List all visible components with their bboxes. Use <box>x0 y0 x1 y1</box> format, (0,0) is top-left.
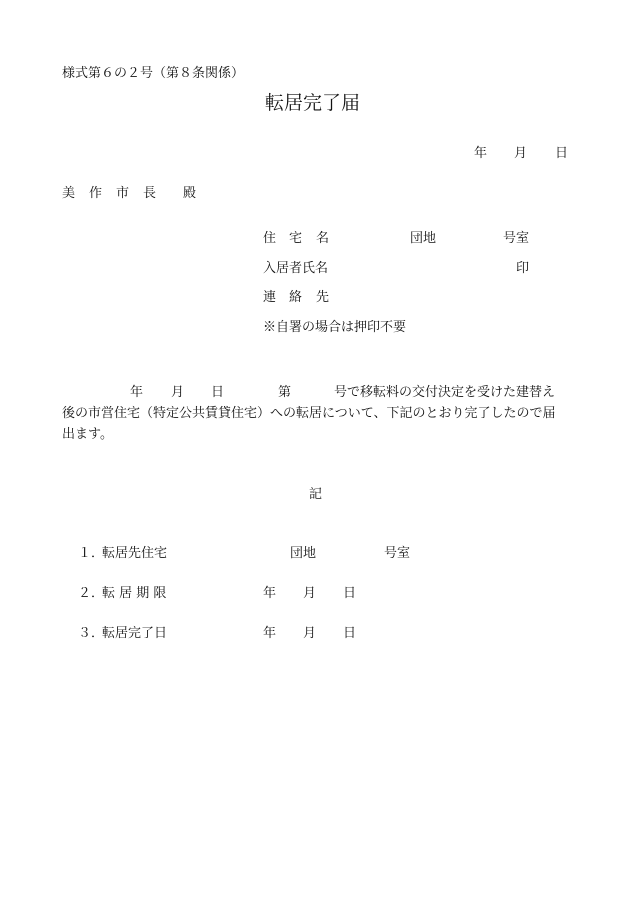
contact-label-char: 絡 <box>289 290 303 305</box>
item-year-label: 年 <box>263 626 277 641</box>
form-id: 様式第６の２号（第８条関係） <box>62 66 245 81</box>
body-day-label: 日 <box>211 385 225 400</box>
item-number: ３． <box>78 626 105 641</box>
item-number: １． <box>78 546 105 561</box>
item-goshitsu-label: 号室 <box>384 546 411 561</box>
addressee-char: 長 <box>143 186 157 201</box>
item-number: ２． <box>78 586 105 601</box>
seal-mark: 印 <box>516 261 530 276</box>
item-label: 転居先住宅 <box>102 546 168 561</box>
document-title: 転居完了届 <box>265 92 361 114</box>
addressee-char: 市 <box>116 186 130 201</box>
date-day-label: 日 <box>555 146 569 161</box>
addressee-char: 作 <box>89 186 103 201</box>
item-year-label: 年 <box>263 586 277 601</box>
addressee-char: 美 <box>62 186 76 201</box>
item-label: 転居完了日 <box>102 626 168 641</box>
item-label: 転 居 期 限 <box>102 586 167 601</box>
item-month-label: 月 <box>303 586 317 601</box>
body-line2-text: 後の市営住宅（特定公共賃貸住宅）への転居について、下記のとおり完了したので届 <box>62 406 556 421</box>
item-day-label: 日 <box>343 586 357 601</box>
item-month-label: 月 <box>303 626 317 641</box>
body-year-label: 年 <box>130 385 144 400</box>
item-danchi-label: 団地 <box>290 546 317 561</box>
resident-name-label: 入居者氏名 <box>263 261 329 276</box>
goshitsu-label: 号室 <box>503 231 530 246</box>
address-label-char: 住 <box>263 231 277 246</box>
addressee-honorific: 殿 <box>183 186 197 201</box>
ki-heading: 記 <box>309 487 323 502</box>
seal-note: ※自署の場合は押印不要 <box>263 320 407 335</box>
body-dai-label: 第 <box>278 385 292 400</box>
body-line1-text: 号で移転料の交付決定を受けた建替え <box>334 385 556 400</box>
danchi-label: 団地 <box>410 231 437 246</box>
address-label-char: 宅 <box>289 231 303 246</box>
body-line3-text: 出ます。 <box>62 427 113 442</box>
item-day-label: 日 <box>343 626 357 641</box>
contact-label-char: 連 <box>263 290 277 305</box>
contact-label-char: 先 <box>316 290 330 305</box>
date-year-label: 年 <box>474 146 488 161</box>
address-label-char: 名 <box>316 231 330 246</box>
date-month-label: 月 <box>514 146 528 161</box>
body-month-label: 月 <box>171 385 185 400</box>
